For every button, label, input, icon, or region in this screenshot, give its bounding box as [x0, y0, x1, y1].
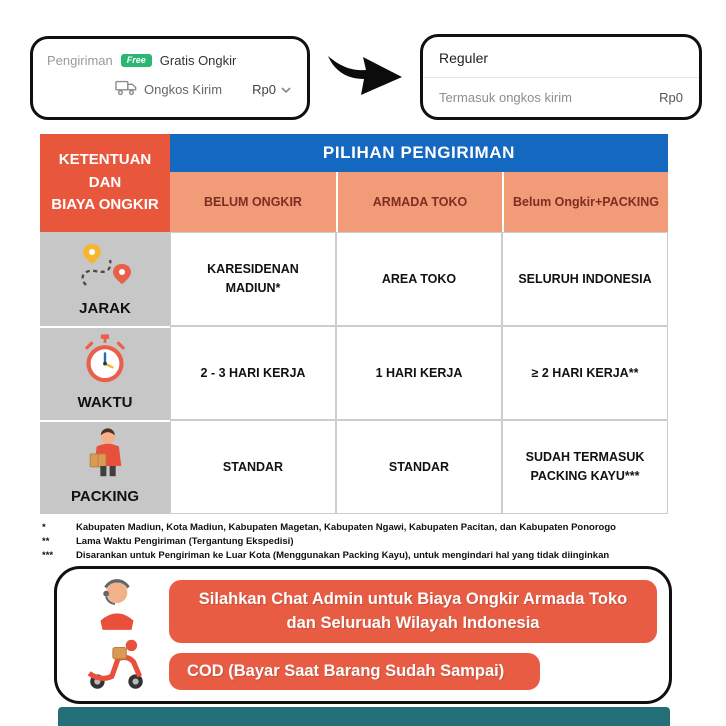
shipping-fee-label: Ongkos Kirim — [144, 81, 223, 97]
free-badge: Free — [121, 54, 152, 67]
cell-jarak-packing: SELURUH INDONESIA — [502, 232, 668, 326]
shipping-table — [40, 134, 668, 514]
divider — [423, 77, 699, 78]
courier-icon — [79, 427, 131, 483]
cell-packing-packing: SUDAH TERMASUK PACKING KAYU*** — [502, 420, 668, 514]
route-icon — [77, 241, 133, 295]
column-header-belum-ongkir: BELUM ONGKIR — [170, 172, 336, 232]
cell-waktu-armada-toko: 1 HARI KERJA — [336, 326, 502, 420]
shipping-widget — [30, 36, 310, 120]
customer-service-icon — [86, 575, 148, 636]
shipping-label: Pengiriman — [47, 53, 113, 68]
cod-banner: COD (Bayar Saat Barang Sudah Sampai) — [169, 653, 540, 690]
table-corner-title: KETENTUAN DAN BIAYA ONGKIR — [40, 134, 170, 232]
footnote-1: * Kabupaten Madiun, Kota Madiun, Kabupaten Magetan, Kabupaten Ngawi, Kabupaten Pacitan, dan Kabupaten Ponorogo — [42, 522, 616, 533]
cell-waktu-belum-ongkir: 2 - 3 HARI KERJA — [170, 326, 336, 420]
footnote-3: *** Disarankan untuk Pengiriman ke Luar Kota (Menggunakan Packing Kayu), untuk mengindari hal yang tidak diinginkan — [42, 549, 610, 561]
chat-admin-banner: Silahkan Chat Admin untuk Biaya Ongkir Armada Toko dan Seluruah Wilayah Indonesia — [169, 580, 657, 642]
free-shipping-text: Gratis Ongkir — [159, 53, 237, 68]
cell-waktu-packing: ≥ 2 HARI KERJA** — [502, 326, 668, 420]
stopwatch-icon — [80, 333, 130, 389]
reguler-title: Reguler — [439, 50, 489, 66]
row-label-waktu: WAKTU — [40, 326, 170, 420]
reguler-value: Rp0 — [659, 90, 683, 105]
cell-jarak-armada-toko: AREA TOKO — [336, 232, 502, 326]
chevron-down-icon — [281, 82, 291, 97]
truck-icon — [115, 79, 137, 99]
table-main-header: PILIHAN PENGIRIMAN — [170, 134, 668, 172]
illustrations — [65, 575, 169, 695]
footnote-2: ** Lama Waktu Pengiriman (Tergantung Ekspedisi) — [42, 535, 294, 547]
row-label-jarak: JARAK — [40, 232, 170, 326]
bottom-teal-bar — [58, 707, 670, 726]
footnotes — [42, 521, 686, 562]
shipping-fee-dropdown[interactable] — [252, 82, 291, 97]
delivery-scooter-icon — [84, 638, 150, 695]
cell-jarak-belum-ongkir: KARESIDENAN MADIUN* — [170, 232, 336, 326]
arrow-right-icon — [326, 46, 408, 107]
column-header-armada-toko: ARMADA TOKO — [336, 172, 502, 232]
shipping-fee-value: Rp0 — [252, 81, 276, 97]
cell-packing-belum-ongkir: STANDAR — [170, 420, 336, 514]
row-label-packing: PACKING — [40, 420, 170, 514]
cta-box — [54, 566, 672, 704]
reguler-widget — [420, 34, 702, 120]
cell-packing-armada-toko: STANDAR — [336, 420, 502, 514]
reguler-note: Termasuk ongkos kirim — [439, 90, 572, 105]
column-header-belum-ongkir-packing: Belum Ongkir+PACKING — [502, 172, 668, 232]
